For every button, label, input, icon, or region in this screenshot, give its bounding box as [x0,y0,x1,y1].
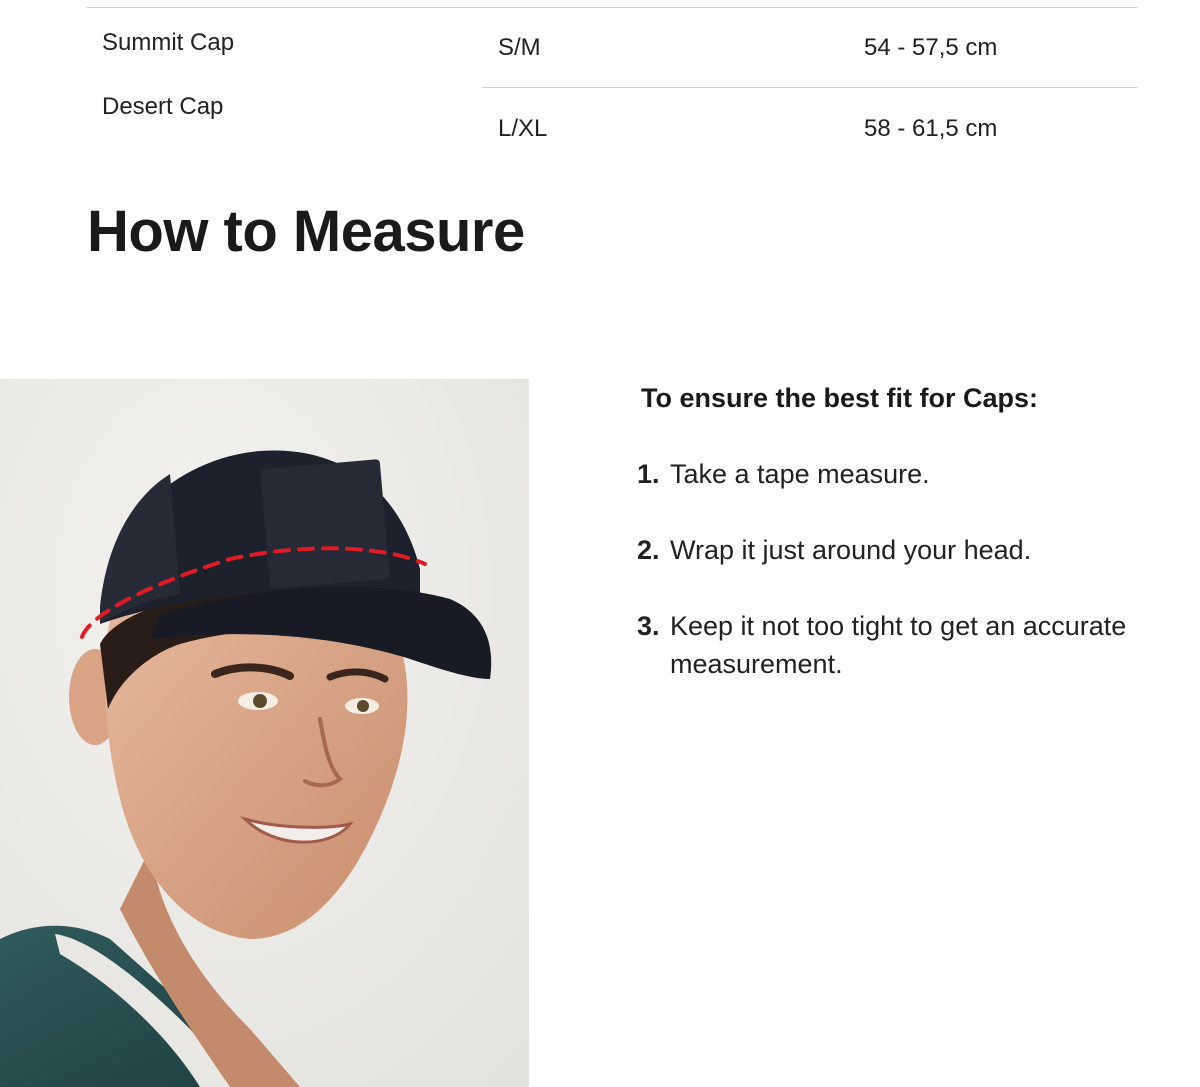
measure-instructions [637,380,1157,721]
step-number: 2. [637,535,660,565]
size-range-sm: 54 - 57,5 cm [864,34,998,61]
step-text: Take a tape measure. [670,459,930,489]
person-with-cap-icon [0,379,529,1087]
size-label-sm: S/M [498,34,541,61]
size-label-lxl: L/XL [498,115,548,142]
step-2 [637,531,1157,569]
how-to-measure-title: How to Measure [87,199,525,264]
steps-list [637,455,1157,683]
model-name-desert-cap: Desert Cap [102,93,224,120]
step-number: 3. [637,611,660,641]
table-row-divider [482,87,1138,88]
step-1 [637,455,1157,493]
step-text: Keep it not too tight to get an accurate measurement. [670,611,1127,679]
step-number: 1. [637,459,660,489]
instructions-heading: To ensure the best fit for Caps: [641,383,1039,413]
step-text: Wrap it just around your head. [670,535,1032,565]
size-table [86,0,1138,170]
person-wearing-cap-photo [0,379,529,1087]
model-name-summit-cap: Summit Cap [102,29,235,56]
size-range-lxl: 58 - 61,5 cm [864,115,998,142]
table-top-divider [86,7,1138,8]
step-3 [637,607,1157,683]
